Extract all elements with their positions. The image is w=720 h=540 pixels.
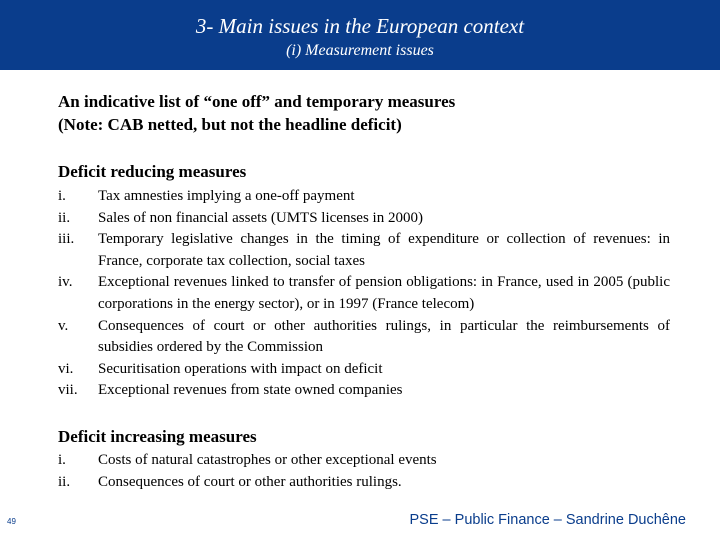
list-item xyxy=(58,380,670,402)
list-item-number: ii. xyxy=(58,209,71,226)
list-item xyxy=(58,316,670,359)
list-item-number: v. xyxy=(58,317,69,334)
list-item-text: Tax amnesties implying a one-off payment xyxy=(98,188,355,204)
intro-line-2: (Note: CAB netted, but not the headline deficit) xyxy=(58,115,402,134)
list-item xyxy=(58,229,670,272)
list-item-number: vi. xyxy=(58,360,74,377)
list-item-number: iv. xyxy=(58,274,73,291)
page-number: 49 xyxy=(7,517,16,526)
list-item-number: i. xyxy=(58,188,66,204)
list-item-number: ii. xyxy=(58,473,71,490)
slide-header xyxy=(0,0,720,70)
list-item-text: Consequences of court or other authorities rulings, in particular the reimbursements of subsidies ordered by the Commission xyxy=(98,317,670,356)
list-item xyxy=(58,272,670,315)
list-item-number: iii. xyxy=(58,231,75,248)
list-item-text: Sales of non financial assets (UMTS licenses in 2000) xyxy=(98,209,423,226)
list-item-text: Temporary legislative changes in the timing of expenditure or collection of revenues: in France, corporate tax collection, social taxes xyxy=(98,231,670,269)
slide-subtitle: (i) Measurement issues xyxy=(286,42,434,59)
intro-text xyxy=(58,90,668,136)
list-item xyxy=(58,186,670,208)
list-item-text: Costs of natural catastrophes or other exceptional events xyxy=(98,452,437,468)
list-item-text: Exceptional revenues from state owned companies xyxy=(98,382,403,399)
list-item-number: i. xyxy=(58,452,66,468)
reducing-measures-heading: Deficit reducing measures xyxy=(58,162,247,181)
list-item xyxy=(58,359,670,381)
increasing-measures-heading: Deficit increasing measures xyxy=(58,427,257,446)
slide-title: 3- Main issues in the European context xyxy=(195,14,525,38)
list-item-text: Exceptional revenues linked to transfer of pension obligations: in France, used in 2005 (public corporations in the energy sector), or in 1997 (France telecom) xyxy=(98,274,670,312)
list-item xyxy=(58,450,670,472)
list-item-text: Consequences of court or other authorities rulings. xyxy=(98,473,402,490)
list-item-text: Securitisation operations with impact on deficit xyxy=(98,360,383,377)
list-item xyxy=(58,472,670,494)
list-item-number: vii. xyxy=(58,382,78,399)
increasing-measures-list xyxy=(58,450,670,493)
intro-line-1: An indicative list of “one off” and temporary measures xyxy=(58,92,456,111)
list-item xyxy=(58,208,670,230)
footer-text: PSE – Public Finance – Sandrine Duchêne xyxy=(409,512,686,528)
reducing-measures-list xyxy=(58,186,670,402)
